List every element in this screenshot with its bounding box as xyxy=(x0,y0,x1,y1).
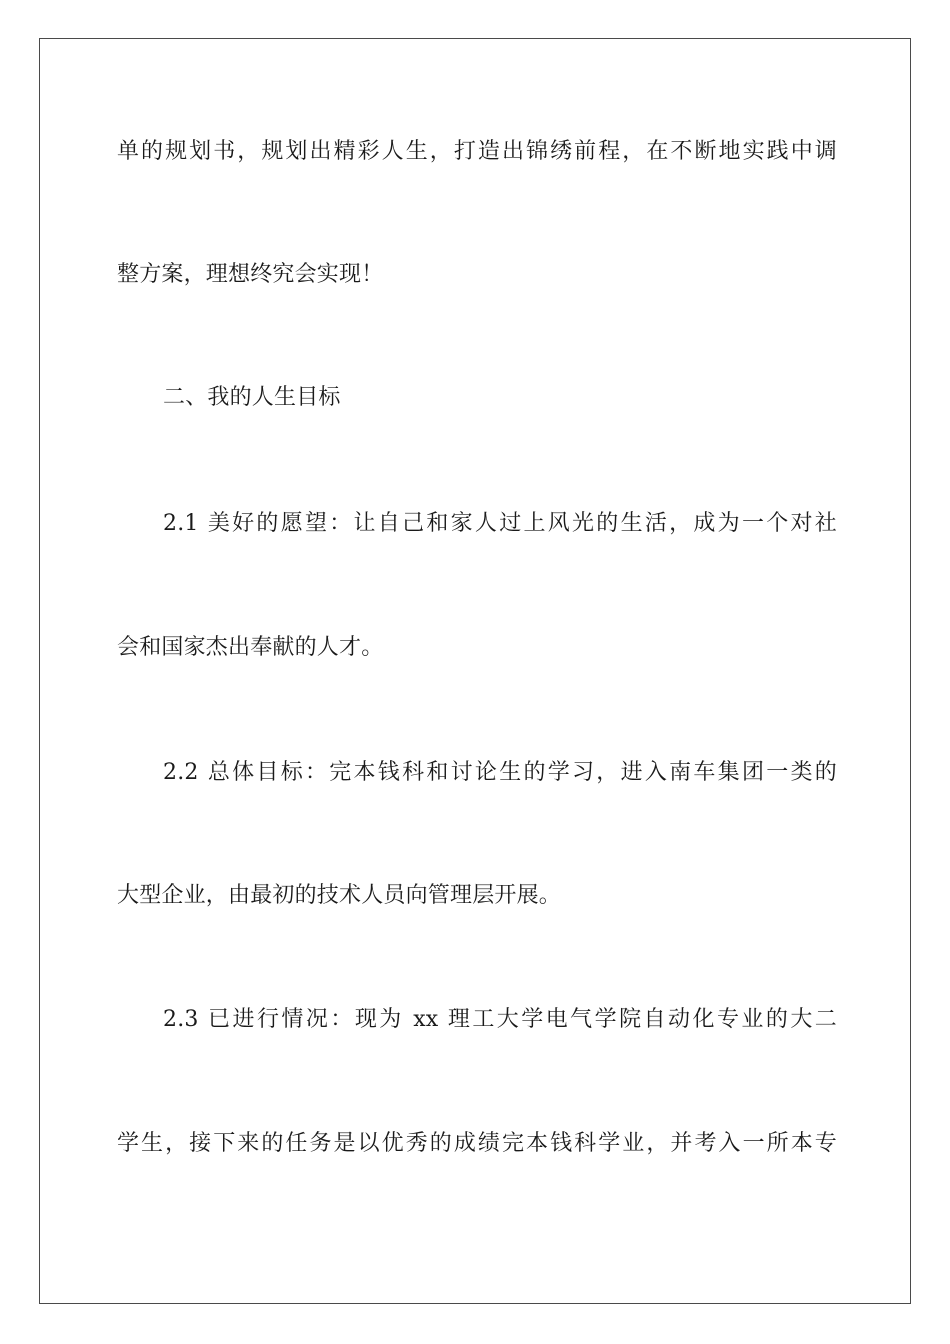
paragraph-line: 会和国家杰出奉献的人才。 xyxy=(117,635,384,660)
page-border xyxy=(39,38,911,1304)
paragraph-line: 2.3 已进行情况：现为 xx 理工大学电气学院自动化专业的大二 xyxy=(163,1007,837,1032)
paragraph-line: 整方案，理想终究会实现！ xyxy=(117,262,384,287)
paragraph-line: 单的规划书，规划出精彩人生，打造出锦绣前程，在不断地实践中调 xyxy=(117,139,837,164)
paragraph-line: 2.2 总体目标：完本钱科和讨论生的学习，进入南车集团一类的 xyxy=(163,760,837,785)
paragraph-line: 大型企业，由最初的技术人员向管理层开展。 xyxy=(117,883,562,908)
paragraph-line: 2.1 美好的愿望：让自己和家人过上风光的生活，成为一个对社 xyxy=(163,511,837,536)
paragraph-line: 学生，接下来的任务是以优秀的成绩完本钱科学业，并考入一所本专 xyxy=(117,1131,837,1156)
section-heading: 二、我的人生目标 xyxy=(163,385,341,410)
